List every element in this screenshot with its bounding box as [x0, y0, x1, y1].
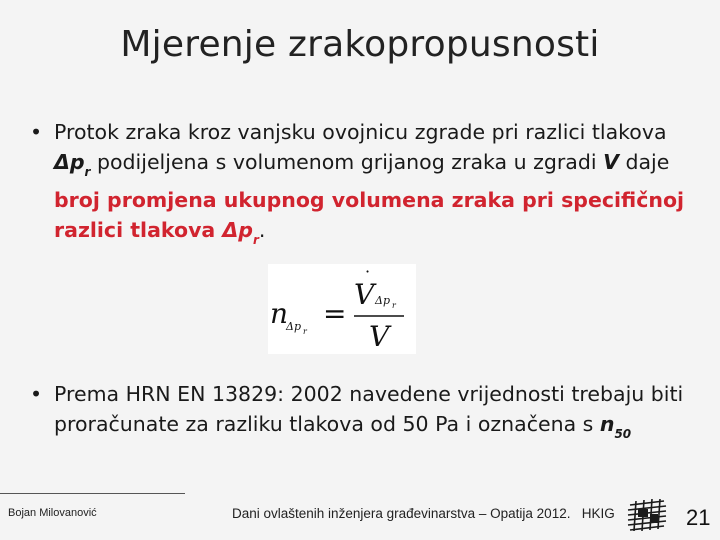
symbol-subscript: r — [252, 233, 259, 248]
formula-n: n — [270, 297, 289, 330]
pressure-difference-symbol — [54, 150, 91, 180]
formula-numerator-v: V — [354, 278, 375, 311]
symbol-subscript: 50 — [614, 427, 632, 442]
text-segment: daje — [618, 150, 670, 174]
bullet-airflow — [30, 117, 700, 253]
text-segment: Protok zraka kroz vanjsku ovojnicu zgrade pri razlici tlakova — [54, 120, 667, 144]
formula-n-subscript: Δp — [286, 320, 301, 333]
symbol-text: n — [599, 412, 615, 436]
formula-numerator-subsubscript: r — [392, 301, 396, 310]
formula-denominator-v: V — [369, 320, 390, 353]
symbol-subscript: r — [84, 165, 91, 180]
highlight-dp-symbol — [222, 218, 259, 248]
air-change-formula — [268, 264, 416, 354]
formula-graphic — [268, 264, 416, 354]
bullet-standard — [30, 379, 700, 447]
formula-n-subsubscript: r — [303, 327, 307, 336]
highlighted-definition — [54, 188, 685, 248]
formula-equals: = — [323, 297, 347, 330]
text-segment: . — [258, 218, 266, 243]
event-text: Dani ovlaštenih inženjera građevinarstva – Opatija 2012. — [232, 506, 571, 521]
footer-author: Bojan Milovanović — [8, 507, 97, 519]
formula-numerator-subscript: Δp — [375, 294, 390, 307]
page-number: 21 — [686, 505, 711, 530]
highlight-text: broj promjena ukupnog volumena zraka pri specifičnoj razlici tlakova — [54, 188, 685, 243]
text-segment: podijeljena s volumenom grijanog zraka u zgradi — [90, 150, 604, 174]
bullet-text — [54, 117, 700, 253]
bullet-marker: • — [30, 120, 43, 144]
symbol-text: Δp — [54, 150, 85, 174]
formula-flow-dot: · — [365, 264, 371, 281]
hkig-logo-icon — [624, 497, 670, 533]
text-segment: Prema HRN EN 13829: 2002 navedene vrijednosti trebaju biti proračunate za razliku tlakova od 50 Pa i označena s — [54, 382, 684, 436]
footer-divider — [0, 493, 185, 494]
volume-symbol: V — [603, 150, 619, 174]
org-text: HKIG — [581, 506, 615, 521]
bullet-marker: • — [30, 382, 43, 406]
bullet-text — [54, 379, 700, 447]
symbol-text: Δp — [222, 218, 253, 243]
slide-title: Mjerenje zrakopropusnosti — [120, 24, 600, 65]
footer-event — [232, 506, 615, 521]
n50-symbol — [599, 412, 632, 442]
